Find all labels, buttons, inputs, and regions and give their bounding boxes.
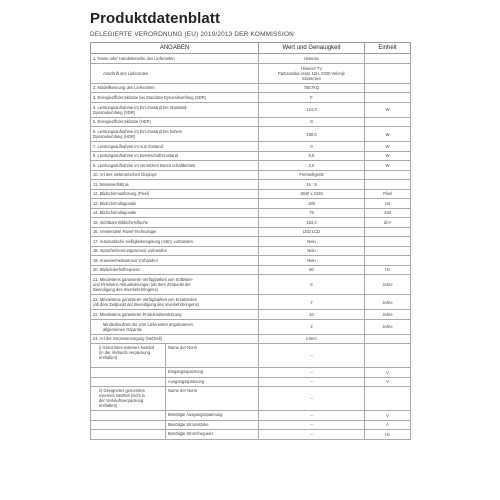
table-row xyxy=(91,170,411,180)
psu-sub-cell xyxy=(91,368,259,378)
psu-suitable-label xyxy=(91,421,166,430)
row-value: 2,0 xyxy=(259,161,365,171)
row-unit: Zoll xyxy=(365,208,411,218)
row-unit: W xyxy=(365,142,411,152)
row-value: F xyxy=(259,93,365,103)
table-row xyxy=(91,199,411,209)
row-unit xyxy=(365,246,411,256)
row-value: LED LCD xyxy=(259,227,365,237)
row-unit xyxy=(365,256,411,266)
row-unit xyxy=(365,117,411,127)
table-row xyxy=(91,127,411,142)
row-unit: V xyxy=(365,377,411,387)
row-label: 23. Mindestens garantierte Produktunterstützung xyxy=(91,310,259,320)
row-unit: Jahre xyxy=(365,275,411,295)
table-row xyxy=(91,227,411,237)
row-value: 153,2 xyxy=(259,218,365,228)
row-value: 0,5 xyxy=(259,151,365,161)
psu-sub-label: Ausgangsspannung xyxy=(168,378,205,384)
row-unit: Jahre xyxy=(365,295,411,310)
row-unit: W xyxy=(365,161,411,171)
row-value: -- xyxy=(259,430,365,440)
row-label: 6. Leistungsaufnahme im Ein-Zustand bei hohem Dynamikumfang (HDR) xyxy=(91,127,259,142)
row-unit: Jahre xyxy=(365,319,411,334)
row-unit: V xyxy=(365,411,411,421)
row-value: Hisense TV Partizanska cesta 12H, 3320 Velenje Slowenien xyxy=(259,63,365,83)
row-label: 19. Anwesenheitssensor vorhanden xyxy=(91,256,259,266)
row-label: 24. Art der Stromversorgung (Netzteil) xyxy=(91,334,259,344)
table-row xyxy=(91,151,411,161)
row-unit: cm xyxy=(365,199,411,209)
psu-sub-label: Name der Norm xyxy=(168,388,198,393)
row-value: 0 xyxy=(259,142,365,152)
row-label: 5. Energieeffizienzklasse (HDR) xyxy=(91,117,259,127)
row-value: -- xyxy=(259,377,365,387)
row-value: 8 xyxy=(259,275,365,295)
row-unit xyxy=(365,83,411,93)
table-row xyxy=(91,83,411,93)
row-label: 2. Modellkennung des Lieferanten xyxy=(91,83,259,93)
table-row xyxy=(91,368,411,378)
row-unit xyxy=(365,237,411,247)
table-row xyxy=(91,63,411,83)
row-label: 1. Name oder Handelsmarke des Lieferanten xyxy=(91,54,259,64)
row-value: 10 xyxy=(259,310,365,320)
row-label: 16. Verwendete Panel-Technologie xyxy=(91,227,259,237)
psu-sub-label: Name der Norm xyxy=(168,345,198,350)
row-label: 10. Art des elektronischen Displays xyxy=(91,170,259,180)
row-value: Nein xyxy=(259,237,365,247)
table-row xyxy=(91,344,411,368)
psu-suitable-label xyxy=(91,430,166,439)
row-label: 3. Energieeffizienzklasse bei Standard-Dynamikumfang (SDR) xyxy=(91,93,259,103)
table-row xyxy=(91,189,411,199)
psu-sub-cell xyxy=(91,411,259,421)
row-label: 7. Leistungsaufnahme im Aus-Zustand xyxy=(91,142,259,152)
row-value: 7 xyxy=(259,295,365,310)
row-unit: Pixel xyxy=(365,189,411,199)
row-value: 16 : 9 xyxy=(259,180,365,190)
row-value: 124,0 xyxy=(259,102,365,117)
row-value: -- xyxy=(259,368,365,378)
table-row xyxy=(91,411,411,421)
row-value: Hisense xyxy=(259,54,365,64)
row-label: 12. Bildschirmauflösung (Pixel) xyxy=(91,189,259,199)
row-unit xyxy=(365,344,411,368)
table-row xyxy=(91,420,411,430)
row-unit: dm² xyxy=(365,218,411,228)
row-label: 8. Leistungsaufnahme im Bereitschaftszustand xyxy=(91,151,259,161)
row-unit xyxy=(365,93,411,103)
row-unit xyxy=(365,180,411,190)
row-value: 60 xyxy=(259,265,365,275)
psu-included-label xyxy=(91,378,166,387)
row-value: Intern xyxy=(259,334,365,344)
row-unit xyxy=(365,54,411,64)
page-subtitle: DELEGIERTE VERORDNUNG (EU) 2019/2013 DER KOMMISSION xyxy=(90,31,294,38)
row-value: 75E7KQ xyxy=(259,83,365,93)
row-unit: W xyxy=(365,102,411,117)
psu-sub-cell xyxy=(91,430,259,440)
column-header-wert: Wert und Genauigkeit xyxy=(259,43,365,54)
table-row xyxy=(91,93,411,103)
row-value: G xyxy=(259,117,365,127)
table-row xyxy=(91,430,411,440)
psu-sub-cell xyxy=(91,377,259,387)
row-label: Mindestlaufzeit der vom Lieferanten angebotenen allgemeinen Garantie xyxy=(91,319,259,334)
row-label: 21. Mindestens garantierte Verfügbarkeit von Software- und Firmware-Aktualisierungen (ab dem Zeitpunkt der Beendigung des Inverkehrbringens) xyxy=(91,275,259,295)
row-value: 75 xyxy=(259,208,365,218)
page-title: Produktdatenblatt xyxy=(90,10,221,27)
row-label: 20. Bildwiederholfrequenz xyxy=(91,265,259,275)
table-body xyxy=(91,54,411,440)
table-row xyxy=(91,117,411,127)
psu-included-label xyxy=(91,368,166,377)
row-value: Nein xyxy=(259,246,365,256)
row-value: Nein xyxy=(259,256,365,266)
row-label: Anschrift des Lieferanten xyxy=(91,63,259,83)
table-row xyxy=(91,295,411,310)
row-unit: A xyxy=(365,420,411,430)
row-label: 14. Bildschirmdiagonale xyxy=(91,208,259,218)
table-row xyxy=(91,237,411,247)
psu-sub-label: Benötigte Stromfrequenz xyxy=(168,431,214,436)
row-unit xyxy=(365,334,411,344)
table-row xyxy=(91,256,411,266)
row-unit: Hz xyxy=(365,430,411,440)
row-unit: W xyxy=(365,127,411,142)
psu-suitable-label: ii) Geeignetes genormtes externes Netzteil (nicht in der Verkaufsverpackung enthalten) xyxy=(91,387,166,410)
table-row xyxy=(91,246,411,256)
psu-sub-cell xyxy=(91,420,259,430)
table-row xyxy=(91,310,411,320)
table-row xyxy=(91,102,411,117)
row-value: -- xyxy=(259,344,365,368)
row-label: 18. Spracherkennungssensor vorhanden xyxy=(91,246,259,256)
table-row xyxy=(91,54,411,64)
table-row xyxy=(91,275,411,295)
row-unit xyxy=(365,63,411,83)
row-value: 180,0 xyxy=(259,127,365,142)
row-label: 9. Leistungsaufnahme im vernetzten Bereit schaftbetrieb xyxy=(91,161,259,171)
row-label: 4. Leistungsaufnahme im Ein-Zustand bei Standard- Dynamikumfang (SDR) xyxy=(91,102,259,117)
row-unit: Hz xyxy=(365,265,411,275)
row-value: 2 xyxy=(259,319,365,334)
psu-sub-cell xyxy=(91,387,259,411)
row-value: 189 xyxy=(259,199,365,209)
row-unit xyxy=(365,170,411,180)
psu-sub-cell xyxy=(91,344,259,368)
table-row xyxy=(91,265,411,275)
table-row xyxy=(91,218,411,228)
row-value: -- xyxy=(259,411,365,421)
row-unit: Jahre xyxy=(365,310,411,320)
psu-sub-label: Eingangsspannung xyxy=(168,369,204,374)
row-label: 17. Automatische Helligkeitsregelung (ABC) vorhanden xyxy=(91,237,259,247)
row-value: Fernsehgerät xyxy=(259,170,365,180)
row-label: 13. Bildschirmdiagonale xyxy=(91,199,259,209)
table-row xyxy=(91,334,411,344)
row-label: 15. Sichtbare Bildschirmfläche xyxy=(91,218,259,228)
row-unit xyxy=(365,387,411,411)
row-unit xyxy=(365,227,411,237)
table-row xyxy=(91,387,411,411)
column-header-angaben: ANGABEN xyxy=(91,43,259,54)
column-header-einheit: Einheit xyxy=(365,43,411,54)
row-unit: V xyxy=(365,368,411,378)
row-label: 22. Mindestens garantierte Verfügbarkeit von Ersatzteilen (ab dem Zeitpunkt der Beendigung des Inverkehrbringens) xyxy=(91,295,259,310)
psu-included-label: i) Genormtes externes Netzteil (in der Verkaufs verpackung enthalten) xyxy=(91,344,166,367)
psu-suitable-label xyxy=(91,411,166,420)
table-row xyxy=(91,377,411,387)
row-value: 3840 x 2160 xyxy=(259,189,365,199)
table-header-row xyxy=(91,43,411,54)
table-row xyxy=(91,180,411,190)
datasheet-table xyxy=(90,42,411,440)
table-row xyxy=(91,319,411,334)
row-value: -- xyxy=(259,387,365,411)
table-row xyxy=(91,142,411,152)
table-row xyxy=(91,161,411,171)
row-unit: W xyxy=(365,151,411,161)
psu-sub-label: Benötigte Ausgangsspannung xyxy=(168,412,223,417)
row-label: 11. Seitenverhältnis xyxy=(91,180,259,190)
psu-sub-label: Benötigte Stromstärke xyxy=(168,421,209,427)
table-row xyxy=(91,208,411,218)
datasheet-page xyxy=(90,10,410,440)
row-value: -- xyxy=(259,420,365,430)
